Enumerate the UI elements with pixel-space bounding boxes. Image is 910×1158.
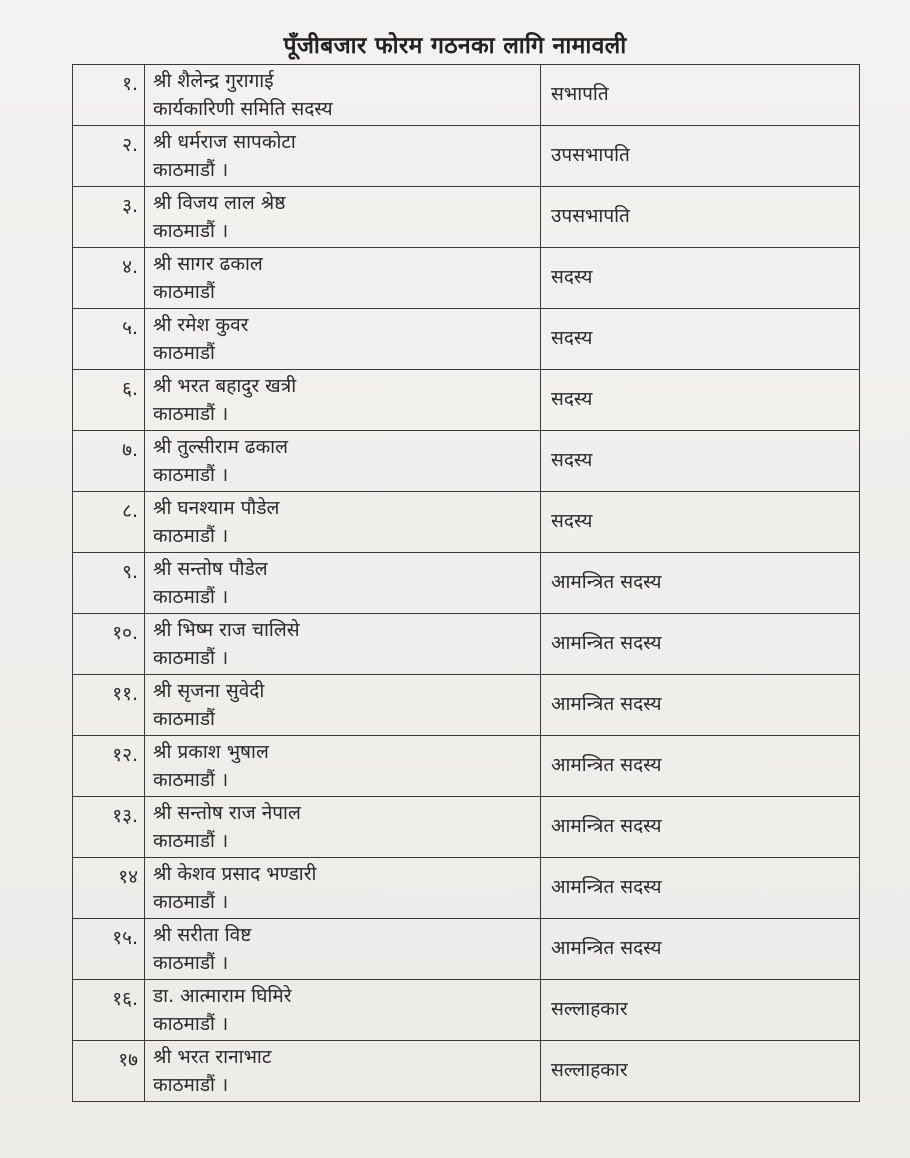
member-cell [145, 187, 541, 248]
member-address: काठमाडौं । [153, 952, 229, 974]
table-row [73, 65, 860, 126]
member-address: काठमाडौं । [153, 464, 229, 486]
member-cell [145, 309, 541, 370]
table-row [73, 248, 860, 309]
member-name: श्री भरत रानाभाट [153, 1046, 272, 1068]
member-cell [145, 858, 541, 919]
member-name: श्री विजय लाल श्रेष्ठ [153, 192, 286, 214]
member-role: आमन्त्रित सदस्य [541, 919, 860, 980]
member-cell [145, 65, 541, 126]
serial-number: ११. [73, 675, 145, 736]
member-name: श्री तुल्सीराम ढकाल [153, 436, 288, 458]
member-cell [145, 797, 541, 858]
member-cell [145, 248, 541, 309]
table-row [73, 797, 860, 858]
serial-number: ५. [73, 309, 145, 370]
member-name: श्री प्रकाश भुषाल [153, 741, 269, 763]
member-role: सल्लाहकार [541, 1041, 860, 1102]
member-address: काठमाडौं । [153, 525, 229, 547]
member-name: डा. आत्माराम घिमिरे [153, 985, 292, 1007]
member-address: काठमाडौं । [153, 647, 229, 669]
member-role: सभापति [541, 65, 860, 126]
member-cell [145, 126, 541, 187]
table-row [73, 370, 860, 431]
table-row [73, 187, 860, 248]
member-cell [145, 1041, 541, 1102]
table-row [73, 736, 860, 797]
member-role: आमन्त्रित सदस्य [541, 797, 860, 858]
name-list-body [73, 65, 860, 1102]
member-cell [145, 736, 541, 797]
serial-number: १०. [73, 614, 145, 675]
member-address: काठमाडौं [153, 281, 215, 303]
member-role: उपसभापति [541, 187, 860, 248]
serial-number: १५. [73, 919, 145, 980]
member-name: श्री सन्तोष राज नेपाल [153, 802, 301, 824]
serial-number: १२. [73, 736, 145, 797]
document-title: पूँजीबजार फोरम गठनका लागि नामावली [283, 33, 627, 59]
member-cell [145, 492, 541, 553]
name-list-table [72, 64, 860, 1102]
table-row [73, 431, 860, 492]
member-role: सल्लाहकार [541, 980, 860, 1041]
member-cell [145, 553, 541, 614]
member-role: आमन्त्रित सदस्य [541, 736, 860, 797]
serial-number: ८. [73, 492, 145, 553]
table-row [73, 980, 860, 1041]
member-name: श्री घनश्याम पौडेल [153, 497, 280, 519]
member-role: सदस्य [541, 492, 860, 553]
table-row [73, 492, 860, 553]
member-role: आमन्त्रित सदस्य [541, 858, 860, 919]
serial-number: १४ [73, 858, 145, 919]
member-role: आमन्त्रित सदस्य [541, 675, 860, 736]
member-address: काठमाडौं । [153, 1013, 229, 1035]
member-role: उपसभापति [541, 126, 860, 187]
member-address: कार्यकारिणी समिति सदस्य [153, 98, 333, 120]
table-row [73, 553, 860, 614]
member-name: श्री भरत बहादुर खत्री [153, 375, 297, 397]
member-cell [145, 919, 541, 980]
table-row [73, 675, 860, 736]
member-role: आमन्त्रित सदस्य [541, 553, 860, 614]
member-name: श्री सागर ढकाल [153, 253, 263, 275]
member-cell [145, 675, 541, 736]
table-row [73, 858, 860, 919]
serial-number: १६. [73, 980, 145, 1041]
member-role: सदस्य [541, 309, 860, 370]
serial-number: ४. [73, 248, 145, 309]
member-name: श्री भिष्म राज चालिसे [153, 619, 300, 641]
member-role: आमन्त्रित सदस्य [541, 614, 860, 675]
member-cell [145, 980, 541, 1041]
member-address: काठमाडौं । [153, 220, 229, 242]
serial-number: ६. [73, 370, 145, 431]
serial-number: १. [73, 65, 145, 126]
table-row [73, 919, 860, 980]
member-cell [145, 431, 541, 492]
member-cell [145, 370, 541, 431]
member-address: काठमाडौं । [153, 403, 229, 425]
member-address: काठमाडौं । [153, 830, 229, 852]
member-address: काठमाडौं । [153, 891, 229, 913]
table-row [73, 309, 860, 370]
member-name: श्री केशव प्रसाद भण्डारी [153, 863, 317, 885]
member-address: काठमाडौं । [153, 769, 229, 791]
member-role: सदस्य [541, 370, 860, 431]
serial-number: २. [73, 126, 145, 187]
serial-number: ३. [73, 187, 145, 248]
serial-number: १७ [73, 1041, 145, 1102]
member-address: काठमाडौं [153, 342, 215, 364]
member-role: सदस्य [541, 248, 860, 309]
serial-number: ७. [73, 431, 145, 492]
member-name: श्री सन्तोष पौडेल [153, 558, 268, 580]
member-name: श्री धर्मराज सापकोटा [153, 131, 296, 153]
member-name: श्री सृजना सुवेदी [153, 680, 265, 702]
table-row [73, 126, 860, 187]
table-row [73, 1041, 860, 1102]
member-cell [145, 614, 541, 675]
serial-number: ९. [73, 553, 145, 614]
member-address: काठमाडौं । [153, 586, 229, 608]
member-address: काठमाडौं । [153, 159, 229, 181]
member-name: श्री शैलेन्द्र गुरागाई [153, 70, 274, 92]
member-role: सदस्य [541, 431, 860, 492]
member-name: श्री सरीता विष्ट [153, 924, 252, 946]
member-name: श्री रमेश कुवर [153, 314, 249, 336]
serial-number: १३. [73, 797, 145, 858]
member-address: काठमाडौं । [153, 1074, 229, 1096]
table-row [73, 614, 860, 675]
member-address: काठमाडौं [153, 708, 215, 730]
